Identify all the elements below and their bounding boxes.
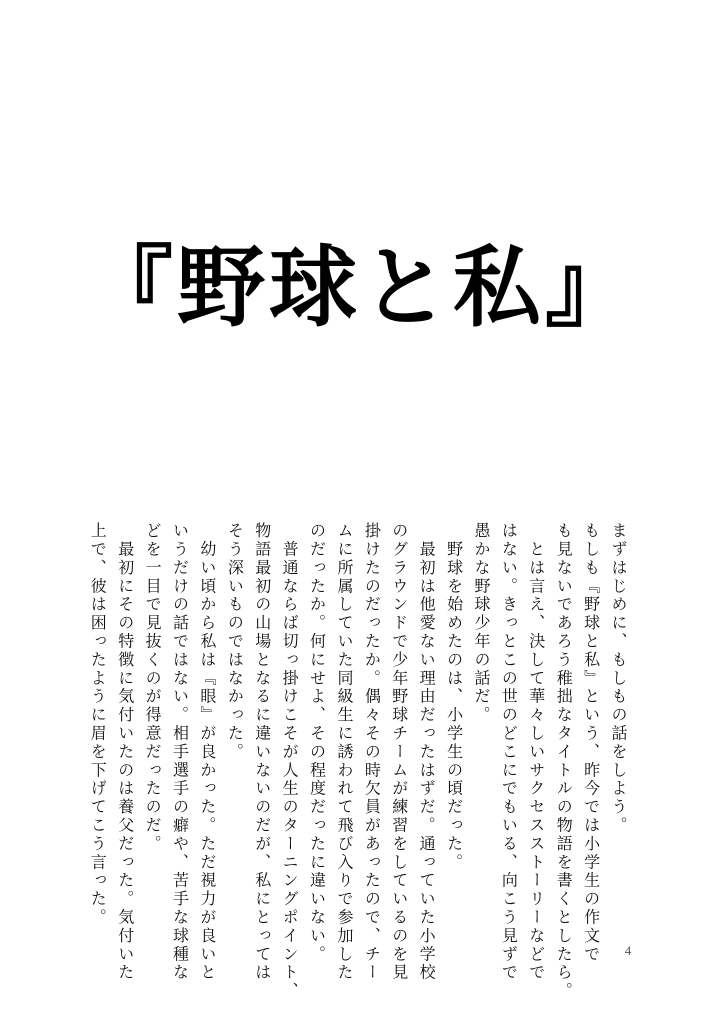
vertical-body-text: [84, 522, 632, 1001]
paragraph: 普通ならば切っ掛けこそが人生のターニングポイント、 物語最初の山場となるに違いないのだが、私にとっては そう深いものではなかった。: [225, 522, 300, 1001]
chapter-title: 『野球と私』: [84, 235, 637, 339]
page-number: 4: [624, 943, 632, 958]
paragraph: 幼い頃から私は『眼』が良かった。ただ視力が良いと いうだけの話ではない。相手選手の癖や、苦手な球種な どを一目で見抜くのが得意だったのだ。: [143, 522, 217, 982]
paragraph: 野球を始めたのは、小学生の頃だった。: [444, 522, 464, 872]
paragraph: まずはじめに、もしもの話をしよう。: [609, 522, 628, 835]
paragraph: とは言え、決して華々しいサクセスストーリーなどで はない。きっとこの世のどこにでもいる、向こう見ずで 愚かな野球少年の話だ。: [471, 522, 546, 982]
paragraph: 最初は他愛ない理由だったはずだ。通っていた小学校 のグラウンドで少年野球チームが練習をしているのを見 掛けたのだったか。偶々その時欠員があったので、チー ムに所属していた同級生に誘われて飛び入りで参加した のだったか。何にせよ、その程度だったに違いない。: [307, 522, 437, 982]
paragraph: もしも『野球と私』という、昨今では小学生の作文で も見ないであろう稚拙なタイトルの物語を書くとしたら。: [554, 522, 601, 1001]
paragraph: 最初にその特徴に気付いたのは養父だった。気付いた 上で、彼は困ったように眉を下げてこう言った。: [88, 522, 135, 982]
